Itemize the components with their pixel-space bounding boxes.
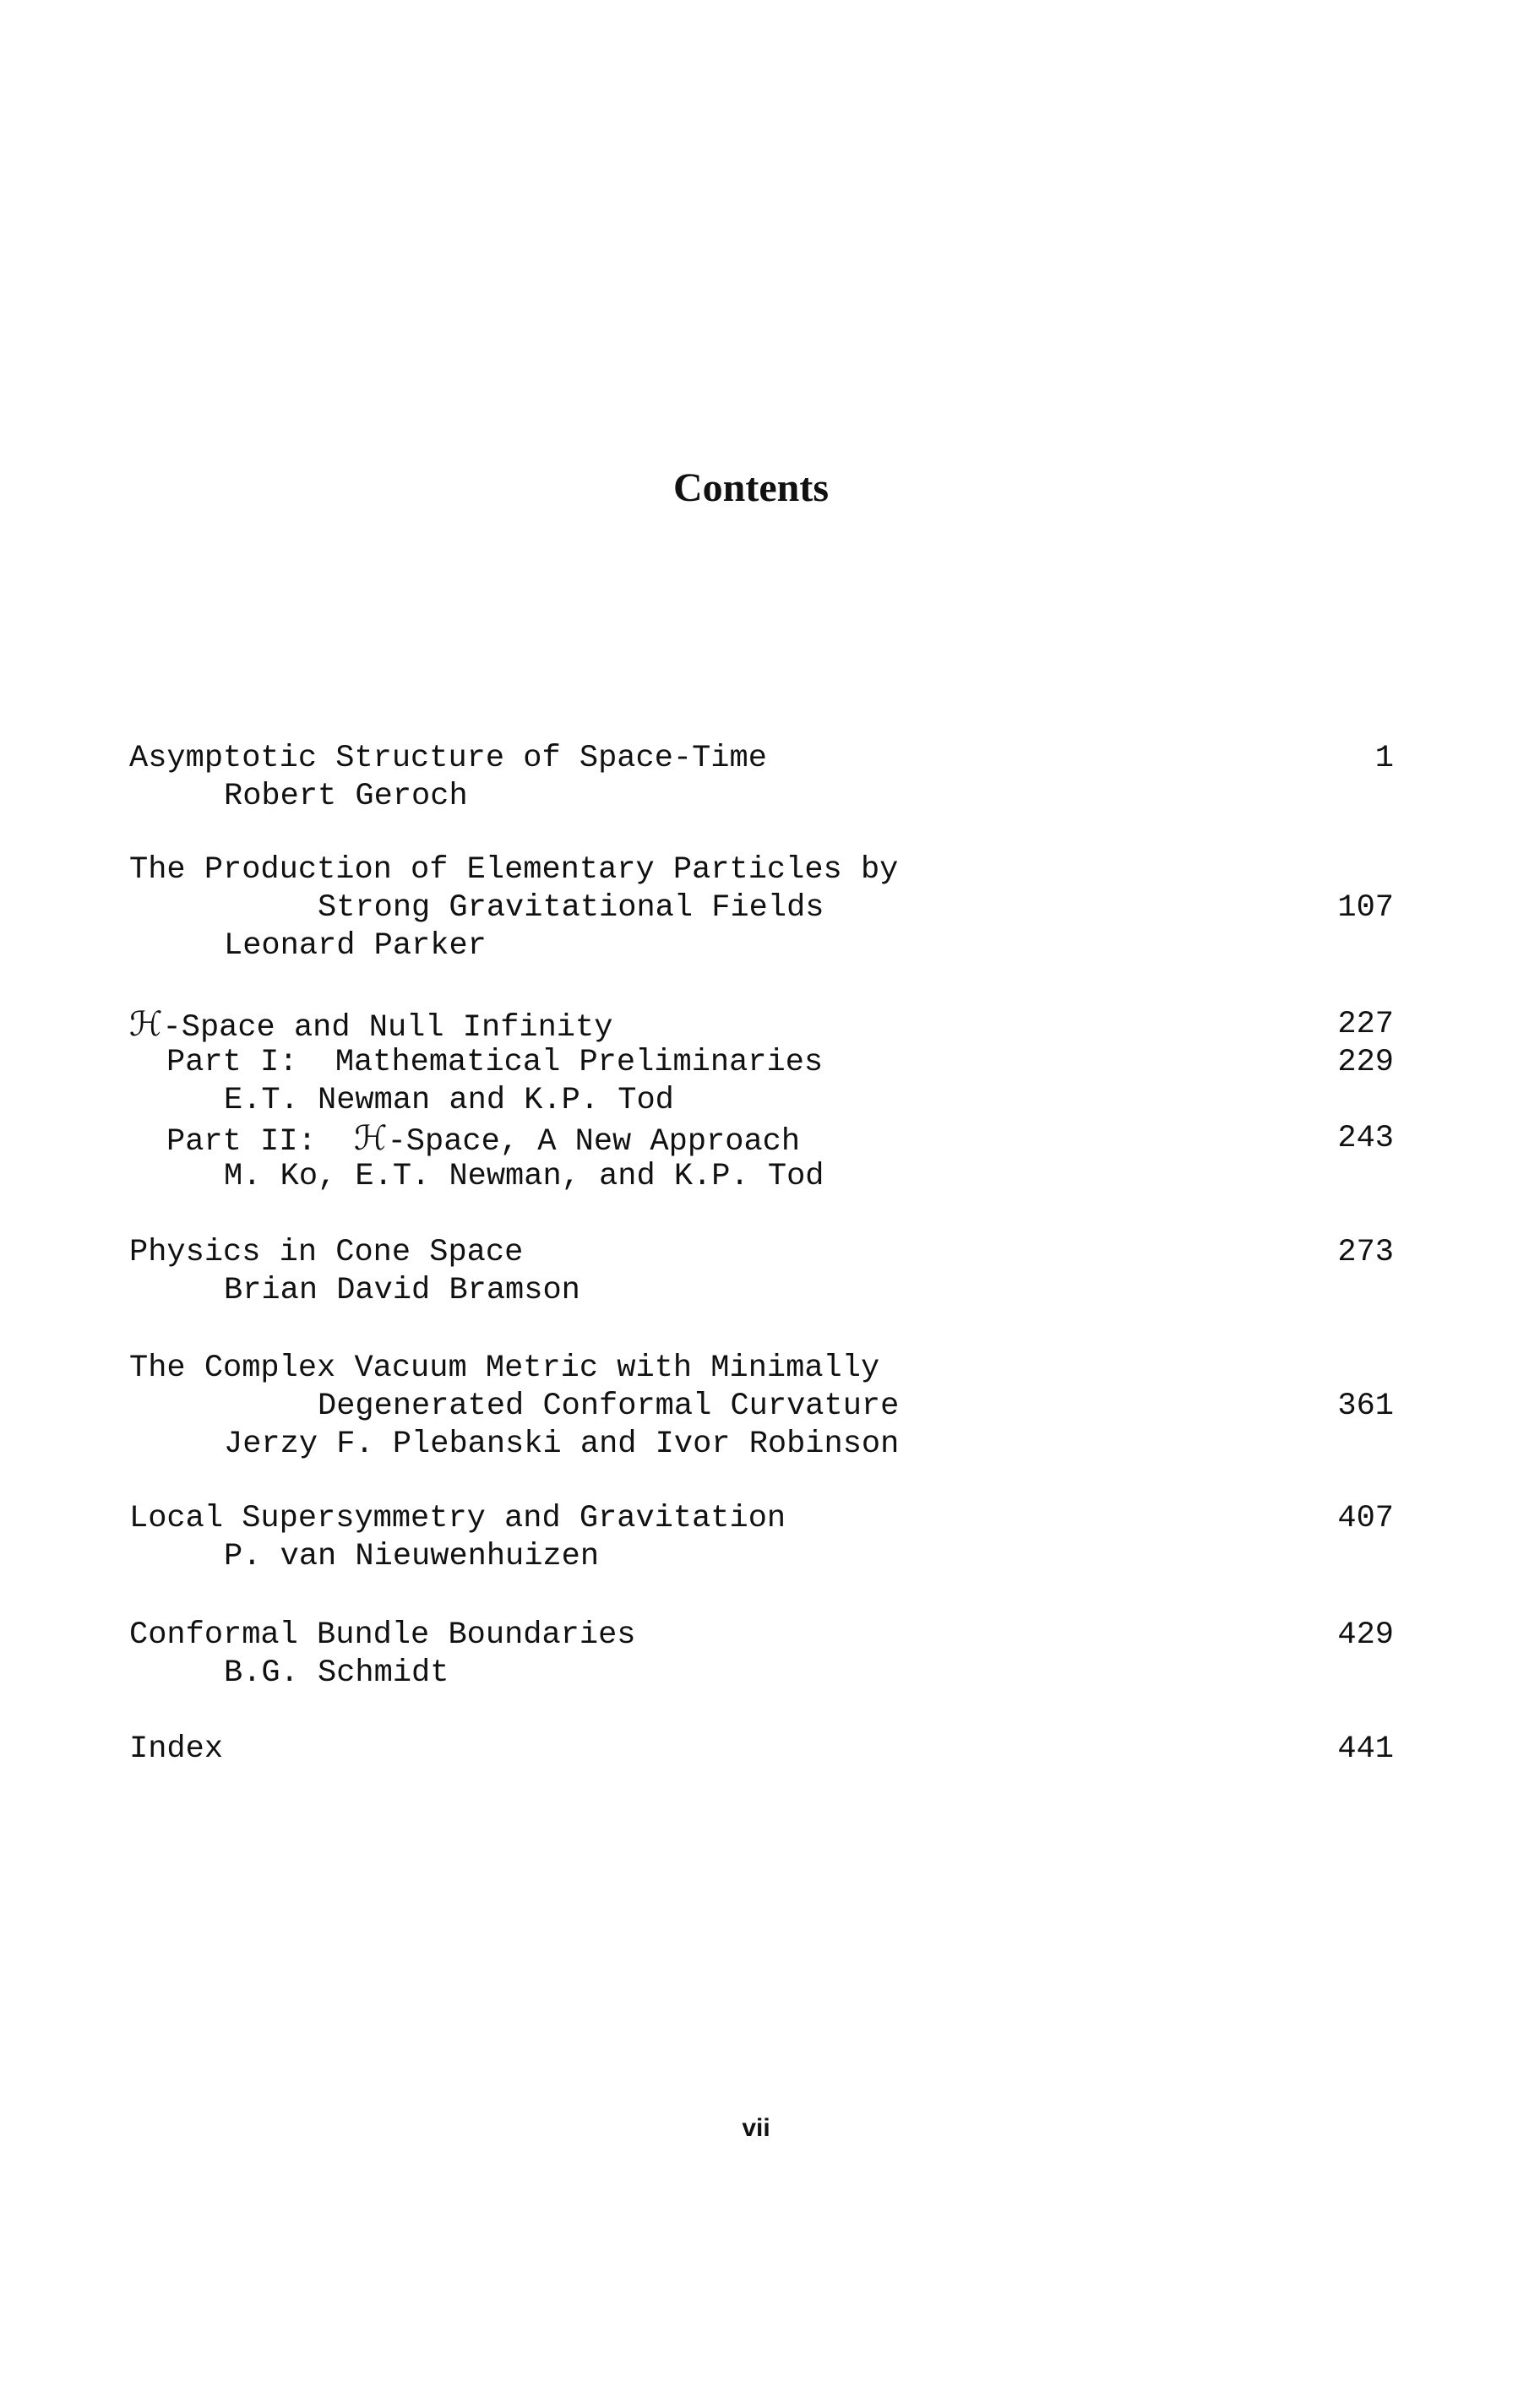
toc-entry-title: Conformal Bundle Boundaries xyxy=(129,1617,636,1653)
h-space-symbol: ℋ xyxy=(354,1119,388,1158)
toc-page-number: 1 xyxy=(1374,741,1394,776)
toc-subentry-authors: M. Ko, E.T. Newman, and K.P. Tod xyxy=(224,1159,824,1194)
toc-page-number: 107 xyxy=(1337,890,1394,926)
toc-entry-title-text: -Space and Null Infinity xyxy=(162,1010,613,1046)
toc-entry-title: Index xyxy=(129,1731,224,1767)
toc-entry-title: Asymptotic Structure of Space-Time xyxy=(129,741,767,776)
toc-entry-author: Leonard Parker xyxy=(224,928,487,964)
toc-entry-title: The Complex Vacuum Metric with Minimally xyxy=(129,1351,880,1386)
toc-entry-author: Brian David Bramson xyxy=(224,1273,580,1308)
toc-entry-author: P. van Nieuwenhuizen xyxy=(224,1539,600,1574)
toc-page-number: 227 xyxy=(1337,1007,1394,1042)
toc-entry-title: Local Supersymmetry and Gravitation xyxy=(129,1501,786,1536)
toc-subentry-authors: E.T. Newman and K.P. Tod xyxy=(224,1083,674,1118)
toc-page-number: 361 xyxy=(1337,1389,1394,1424)
page-title: Contents xyxy=(672,465,829,510)
toc-entry-title xyxy=(129,1006,612,1046)
toc-subentry-title xyxy=(166,1120,800,1161)
toc-page-number: 441 xyxy=(1337,1731,1394,1767)
toc-page-number: 273 xyxy=(1337,1235,1394,1270)
toc-subentry-prefix: Part II: xyxy=(166,1124,355,1160)
toc-entry-author: Jerzy F. Plebanski and Ivor Robinson xyxy=(224,1427,900,1462)
toc-entry-title: The Production of Elementary Particles by xyxy=(129,852,899,888)
toc-page-number: 407 xyxy=(1337,1501,1394,1536)
toc-subentry-title-text: -Space, A New Approach xyxy=(387,1124,801,1160)
toc-entry-author: Robert Geroch xyxy=(224,779,468,814)
toc-entry-title-continuation: Strong Gravitational Fields xyxy=(318,890,824,926)
toc-entry-title-continuation: Degenerated Conformal Curvature xyxy=(318,1389,900,1424)
toc-entry-author: B.G. Schmidt xyxy=(224,1655,449,1691)
toc-page-number: 429 xyxy=(1337,1617,1394,1653)
toc-entry-title: Physics in Cone Space xyxy=(129,1235,524,1270)
page-folio: vii xyxy=(742,2114,770,2142)
toc-page-number: 243 xyxy=(1337,1121,1394,1156)
h-space-symbol: ℋ xyxy=(129,1005,163,1044)
toc-subentry-title: Part I: Mathematical Preliminaries xyxy=(166,1045,824,1080)
toc-page-number: 229 xyxy=(1337,1045,1394,1080)
